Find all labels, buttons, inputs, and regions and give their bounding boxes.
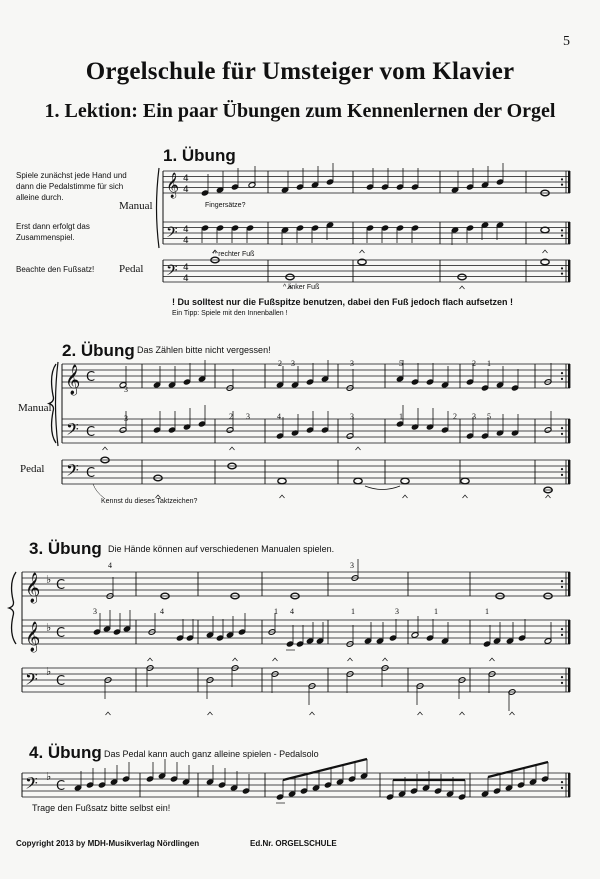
exercise3-remark: Die Hände können auf verschiedenen Manualen spielen. — [108, 544, 335, 554]
repeat-dot — [561, 267, 563, 269]
fingering: 3 — [291, 359, 295, 368]
exercise3-heading: 3. Übung — [29, 539, 102, 558]
pedal-mark — [348, 658, 353, 661]
pedal-mark — [288, 286, 293, 289]
clef-symbol: ♭ — [46, 770, 52, 783]
clef-symbol: 𝄞 — [25, 622, 41, 652]
exercise2-remark: Das Zählen bitte nicht vergessen! — [137, 345, 271, 355]
fingering: 4 — [290, 607, 294, 616]
exercise1-label-pedal: Pedal — [119, 263, 144, 275]
exercise2-heading: 2. Übung — [62, 341, 135, 360]
pedal-mark — [383, 658, 388, 661]
clef-symbol: ♭ — [46, 621, 52, 634]
exercise4-footnote: Trage den Fußsatz bitte selbst ein! — [32, 803, 171, 813]
repeat-dot — [561, 273, 563, 275]
page-title: Orgelschule für Umsteiger vom Klavier — [85, 58, 515, 85]
pedal-mark — [546, 495, 551, 498]
clef-symbol: C — [56, 674, 66, 689]
repeat-dot — [561, 586, 563, 588]
exercise1-tip: Ein Tipp: Spiele mit den Innenballen ! — [172, 310, 288, 317]
repeat-dot — [561, 580, 563, 582]
exercise1-fingering-note: Fingersätze? — [205, 202, 246, 209]
repeat-dot — [561, 781, 563, 783]
repeat-dot — [561, 427, 563, 429]
clef-symbol: 𝄢 — [166, 224, 178, 245]
fingering: 1 — [351, 607, 355, 616]
pedal-mark — [103, 447, 108, 450]
clef-symbol: 4 — [183, 225, 189, 235]
repeat-dot — [561, 433, 563, 435]
clef-symbol: C — [86, 425, 96, 440]
fingering: 1 — [399, 412, 403, 421]
pointer-line — [93, 484, 104, 498]
pedal-mark — [543, 250, 548, 253]
clef-symbol: 𝄞 — [25, 573, 41, 603]
fingering: 3 — [350, 412, 354, 421]
clef-symbol: C — [86, 370, 96, 385]
lesson-title: 1. Lektion: Ein paar Übungen zum Kennenlernen der Orgel — [44, 100, 556, 122]
exercise4-heading: 4. Übung — [29, 743, 102, 762]
fingering: 1 — [274, 607, 278, 616]
pedal-mark — [213, 250, 218, 253]
fingering: 3 — [395, 607, 399, 616]
fingering: 2 — [472, 359, 476, 368]
clef-symbol: 𝄢 — [66, 460, 79, 484]
barline — [568, 668, 570, 692]
clef-symbol: 𝄞 — [65, 365, 81, 395]
clef-symbol: C — [56, 779, 66, 794]
exercise1-left-foot-note: ^ linker Fuß — [283, 284, 320, 291]
fingering: 5 — [399, 359, 403, 368]
repeat-dot — [561, 229, 563, 231]
clef-symbol: 4 — [183, 274, 189, 284]
clef-symbol: 𝄢 — [25, 669, 38, 693]
page-number: 5 — [563, 34, 570, 49]
bracket — [56, 362, 59, 446]
tie — [365, 486, 400, 490]
barline — [568, 171, 570, 193]
pedal-mark — [106, 712, 111, 715]
exercise1-warning: ! Du solltest nur die Fußspitze benutzen, dabei den Fuß jedoch flach aufsetzen ! — [172, 297, 514, 307]
fingering: 3 — [350, 561, 354, 570]
pedal-mark — [233, 658, 238, 661]
fingering: 1 — [487, 359, 491, 368]
repeat-dot — [561, 634, 563, 636]
repeat-dot — [561, 682, 563, 684]
fingering: 3 — [124, 385, 128, 394]
note-head — [461, 478, 469, 484]
clef-symbol: 𝄢 — [25, 773, 38, 797]
pedal-mark — [356, 447, 361, 450]
clef-symbol: 𝄢 — [66, 419, 79, 443]
exercise1-instructions-1: Spiele zunächst jede Hand und dann die Pedalstimme für sich alleine durch. — [16, 171, 127, 202]
exercise1-heading: 1. Übung — [163, 146, 236, 165]
pedal-mark — [230, 447, 235, 450]
exercise1-label-manual: Manual — [119, 200, 153, 212]
pedal-mark — [418, 712, 423, 715]
barline — [568, 222, 570, 244]
exercise2-label-pedal: Pedal — [20, 463, 45, 475]
pedal-mark — [460, 286, 465, 289]
fingering: 2 — [229, 412, 233, 421]
fingering: 3 — [472, 412, 476, 421]
fingering: 4 — [108, 561, 112, 570]
barline — [568, 773, 570, 797]
fingering: 2 — [453, 412, 457, 421]
clef-symbol: ♭ — [46, 665, 52, 678]
repeat-dot — [561, 787, 563, 789]
clef-symbol: ♭ — [46, 573, 52, 586]
barline — [568, 364, 570, 388]
repeat-dot — [561, 372, 563, 374]
note-head — [286, 274, 294, 280]
fingering: 4 — [277, 412, 281, 421]
exercise1-instructions-3: Beachte den Fußsatz! — [16, 265, 95, 274]
footer-copyright: Copyright 2013 by MDH-Musikverlag Nördlingen — [16, 839, 200, 848]
repeat-dot — [561, 178, 563, 180]
pedal-mark — [490, 658, 495, 661]
fingering: 3 — [93, 607, 97, 616]
clef-symbol: 4 — [183, 263, 189, 273]
clef-symbol: C — [86, 466, 96, 481]
exercise1-toe-note: ^ rechter Fuß — [213, 251, 255, 258]
barline — [568, 460, 570, 484]
fingering: 3 — [350, 359, 354, 368]
clef-symbol: C — [56, 578, 66, 593]
fingering: 3 — [246, 412, 250, 421]
pedal-mark — [310, 712, 315, 715]
note-head — [278, 478, 286, 484]
repeat-dot — [561, 184, 563, 186]
brace — [9, 572, 16, 644]
fingering: 1 — [434, 607, 438, 616]
exercise2-label-manual: Manual — [18, 402, 52, 414]
clef-symbol: 4 — [183, 185, 189, 195]
note-head — [401, 478, 409, 484]
clef-symbol: 4 — [183, 236, 189, 246]
fingering: 2 — [278, 359, 282, 368]
pedal-mark — [273, 658, 278, 661]
exercise2-time-sig-question: Kennst du dieses Taktzeichen? — [101, 498, 198, 505]
pedal-mark — [403, 495, 408, 498]
note-head — [541, 227, 549, 233]
clef-symbol: 𝄞 — [166, 173, 180, 198]
pedal-mark — [156, 495, 161, 498]
pedal-mark — [510, 712, 515, 715]
fingering: 3 — [124, 414, 128, 423]
barline — [568, 260, 570, 282]
footer-edition: Ed.Nr. ORGELSCHULE — [250, 839, 337, 848]
barline — [568, 620, 570, 644]
fingering: 4 — [160, 607, 164, 616]
barline — [568, 419, 570, 443]
repeat-dot — [561, 378, 563, 380]
bracket — [157, 168, 160, 248]
exercise1-instructions-2: Erst dann erfolgt das Zusammenspiel. — [16, 222, 90, 242]
clef-symbol: 𝄢 — [166, 262, 178, 283]
note-head — [458, 274, 466, 280]
repeat-dot — [561, 235, 563, 237]
repeat-dot — [561, 676, 563, 678]
fingering: 5 — [487, 412, 491, 421]
pedal-mark — [360, 250, 365, 253]
pedal-mark — [463, 495, 468, 498]
repeat-dot — [561, 474, 563, 476]
pedal-mark — [148, 658, 153, 661]
fingering: 1 — [485, 607, 489, 616]
pedal-mark — [208, 712, 213, 715]
clef-symbol: C — [56, 626, 66, 641]
repeat-dot — [561, 468, 563, 470]
beam — [488, 762, 548, 777]
exercise4-remark: Das Pedal kann auch ganz alleine spielen - Pedalsolo — [104, 749, 319, 759]
note-head — [354, 478, 362, 484]
pedal-mark — [460, 712, 465, 715]
barline — [568, 572, 570, 596]
pedal-mark — [280, 495, 285, 498]
clef-symbol: 4 — [183, 174, 189, 184]
repeat-dot — [561, 628, 563, 630]
